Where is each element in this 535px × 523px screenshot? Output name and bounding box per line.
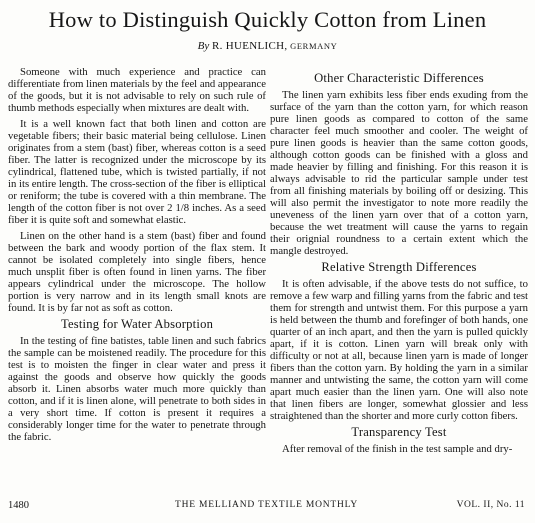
paragraph: It is a well known fact that both linen and cotton are vegetable fibers; their basic material being cellulose. Linen originates from a stem (bast) fiber, whereas cotton is a seed fiber. The latter is recognized under the microscope by its cylindrical, flattened tube, which is twisted partially, if not in its entire length. The cross-section of the fiber is elliptical or reniform; the tube is covered with a thin membrane. The length of the cotton fiber is not over 2 1/8 inches. As a seed fiber it is quite soft and somewhat elastic. — [8, 118, 266, 226]
left-column — [8, 66, 266, 447]
journal-name: THE MELLIAND TEXTILE MONTHLY — [174, 500, 358, 510]
byline-country: GERMANY — [290, 41, 338, 51]
byline-prefix: By — [197, 40, 210, 52]
paragraph: Someone with much experience and practice can differentiate from linen materials by the feel and appearance of the goods, but it is not advisable to rely on such rule of thumb methods especially when mixtures are dealt with. — [8, 66, 266, 114]
paragraph: It is often advisable, if the above tests do not suffice, to remove a few warp and filling yarns from the fabric and test them for strength and untwist them. For this purpose a yarn is held between the thumb and forefinger of both hands, one quarter of an inch apart, and then the yarn is pulled quickly apart, if it is cotton. Linen yarn will break only with difficulty or not at all, because linen yarn is made of longer fibers than the cotton yarn. By holding the yarn in a similar manner and untwisting the same, the cotton yarn will come apart much easier than the linen yarn. One will also note that linen fibers are longer, somewhat glossier and less straightened than the shorter and more curly cotton fibers. — [270, 278, 528, 422]
page-number: 1480 — [8, 500, 29, 511]
byline — [0, 40, 535, 52]
section-heading-characteristic-differences: Other Characteristic Differences — [314, 71, 484, 85]
volume-issue: VOL. II, No. 11 — [456, 500, 525, 510]
section-heading-strength-differences: Relative Strength Differences — [321, 260, 477, 274]
section-heading-transparency-test: Transparency Test — [351, 425, 447, 439]
paragraph: Linen on the other hand is a stem (bast) fiber and found between the bark and woody portion of the flax stem. It cannot be isolated completely into single fibers, hence much unsplit fiber is often found in linen yarns. The fiber appears cylindrical under the microscope. The hollow portion is very narrow and in its length small knots are found. It is by far not as soft as cotton. — [8, 230, 266, 314]
paragraph: After removal of the finish in the test sample and dry- — [282, 443, 513, 455]
paragraph: The linen yarn exhibits less fiber ends exuding from the surface of the yarn than the cotton yarn, for which reason pure linen goods as compared to cotton of the same character feel much smoother and cooler. The weight of pure linen goods is heavier than the same cotton goods, although cotton goods can be finished with a gloss and made heavier by filling and finishing. For this reason it is always advisable to rid the particular sample under test from all finishing materials by boiling off or desizing. This will also permit the investigator to note more readily the uneveness of the linen yarn over that of a cotton yarn, because the wet treatment will cause the yarns to regain their orignial roundness to a certain extent which the mangle destroyed. — [270, 89, 528, 257]
right-column — [270, 72, 528, 459]
section-heading-water-absorption: Testing for Water Absorption — [60, 317, 214, 331]
article-title: How to Distinguish Quickly Cotton from Linen — [48, 7, 487, 32]
page-footer — [8, 500, 525, 514]
paragraph: In the testing of fine batistes, table linen and such fabrics the sample can be moistened readily. The procedure for this test is to moisten the finger in clear water and press it against the goods and observe how quickly the goods absorb it. Linen absorbs water much more quickly than cotton, and if it is linen alone, will penetrate to both sides in a very short time. If cotton is present it requires a considerably longer time for the water to penetrate through the fabric. — [8, 335, 266, 443]
byline-author: R. HUENLICH, — [212, 40, 288, 52]
